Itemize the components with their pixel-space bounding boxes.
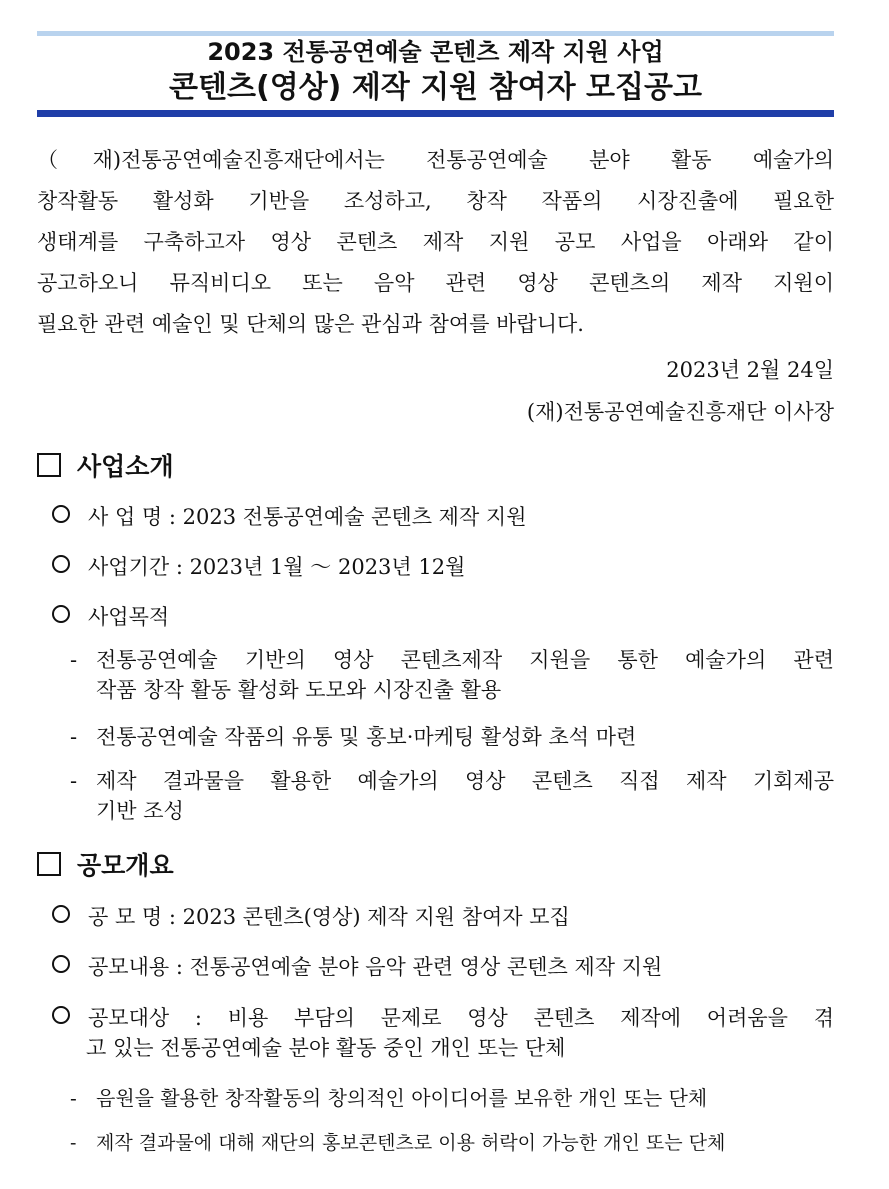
bullet-text: 공모대상 : 비용 부담의 문제로 영상 콘텐츠 제작에 어려움을 겪 <box>88 1006 834 1030</box>
bullet-item-contest-name <box>52 902 834 932</box>
bullet-item-business-purpose <box>52 602 834 632</box>
purpose-point <box>70 722 834 752</box>
title-line-1: 2023 전통공연예술 콘텐츠 제작 지원 사업 <box>207 38 664 66</box>
bullet-text: 공 모 명 : 2023 콘텐츠(영상) 제작 지원 참여자 모집 <box>88 905 570 929</box>
intro-line: 공고하오니 뮤직비디오 또는 음악 관련 영상 콘텐츠의 제작 지원이 <box>37 271 834 295</box>
title-top-rule <box>37 31 834 36</box>
intro-line: 생태계를 구축하고자 영상 콘텐츠 제작 지원 공모 사업을 아래와 같이 <box>37 230 834 254</box>
purpose-point-line-2: 기반 조성 <box>96 799 184 823</box>
circle-bullet-icon <box>52 955 70 973</box>
section-heading-overview <box>37 850 174 882</box>
circle-bullet-icon <box>52 505 70 523</box>
square-bullet-icon <box>37 453 61 477</box>
section-heading-label: 공모개요 <box>77 851 174 880</box>
bullet-text-continued: 고 있는 전통공연예술 분야 활동 중인 개인 또는 단체 <box>86 1036 566 1060</box>
purpose-point-line-1: 전통공연예술 작품의 유통 및 홍보·마케팅 활성화 초석 마련 <box>96 725 637 749</box>
purpose-point-line-2: 작품 창작 활동 활성화 도모와 시장진출 활용 <box>96 678 502 702</box>
target-point <box>70 1128 834 1158</box>
dash-bullet: - <box>70 1132 77 1154</box>
purpose-point <box>70 766 834 826</box>
circle-bullet-icon <box>52 605 70 623</box>
bullet-text: 사업기간 : 2023년 1월 ～ 2023년 12월 <box>88 555 466 579</box>
purpose-point-line-1: 제작 결과물을 활용한 예술가의 영상 콘텐츠 직접 제작 기회제공 <box>96 769 834 793</box>
intro-paragraph <box>37 140 834 345</box>
title-line-2: 콘텐츠(영상) 제작 지원 참여자 모집공고 <box>169 70 702 105</box>
bullet-item-business-name <box>52 502 834 532</box>
bullet-text: 공모내용 : 전통공연예술 분야 음악 관련 영상 콘텐츠 제작 지원 <box>88 955 663 979</box>
bullet-item-business-period <box>52 552 834 582</box>
announcement-date: 2023년 2월 24일 <box>666 358 834 382</box>
dash-bullet: - <box>70 769 78 793</box>
title-bottom-rule <box>37 110 834 117</box>
target-point <box>70 1083 834 1113</box>
target-point-text: 제작 결과물에 대해 재단의 홍보콘텐츠로 이용 허락이 가능한 개인 또는 단체 <box>96 1132 726 1154</box>
bullet-text: 사 업 명 : 2023 전통공연예술 콘텐츠 제작 지원 <box>88 505 527 529</box>
bullet-item-contest-content <box>52 952 834 982</box>
issuer-name: (재)전통공연예술진흥재단 이사장 <box>526 400 834 424</box>
intro-line: （재)전통공연예술진흥재단에서는 전통공연예술 분야 활동 예술가의 <box>37 148 834 172</box>
section-heading-business <box>37 451 174 483</box>
square-bullet-icon <box>37 852 61 876</box>
purpose-point <box>70 645 834 705</box>
dash-bullet: - <box>70 725 78 749</box>
dash-bullet: - <box>70 648 78 672</box>
dash-bullet: - <box>70 1086 77 1110</box>
circle-bullet-icon <box>52 1006 70 1024</box>
target-point-text: 음원을 활용한 창작활동의 창의적인 아이디어를 보유한 개인 또는 단체 <box>96 1086 708 1110</box>
bullet-text: 사업목적 <box>88 605 170 629</box>
intro-line: 필요한 관련 예술인 및 단체의 많은 관심과 참여를 바랍니다. <box>37 312 584 336</box>
title-box <box>37 31 834 117</box>
circle-bullet-icon <box>52 905 70 923</box>
intro-line: 창작활동 활성화 기반을 조성하고, 창작 작품의 시장진출에 필요한 <box>37 189 834 213</box>
section-heading-label: 사업소개 <box>77 452 174 481</box>
bullet-item-contest-target <box>52 1003 834 1063</box>
circle-bullet-icon <box>52 555 70 573</box>
purpose-point-line-1: 전통공연예술 기반의 영상 콘텐츠제작 지원을 통한 예술가의 관련 <box>96 648 834 672</box>
